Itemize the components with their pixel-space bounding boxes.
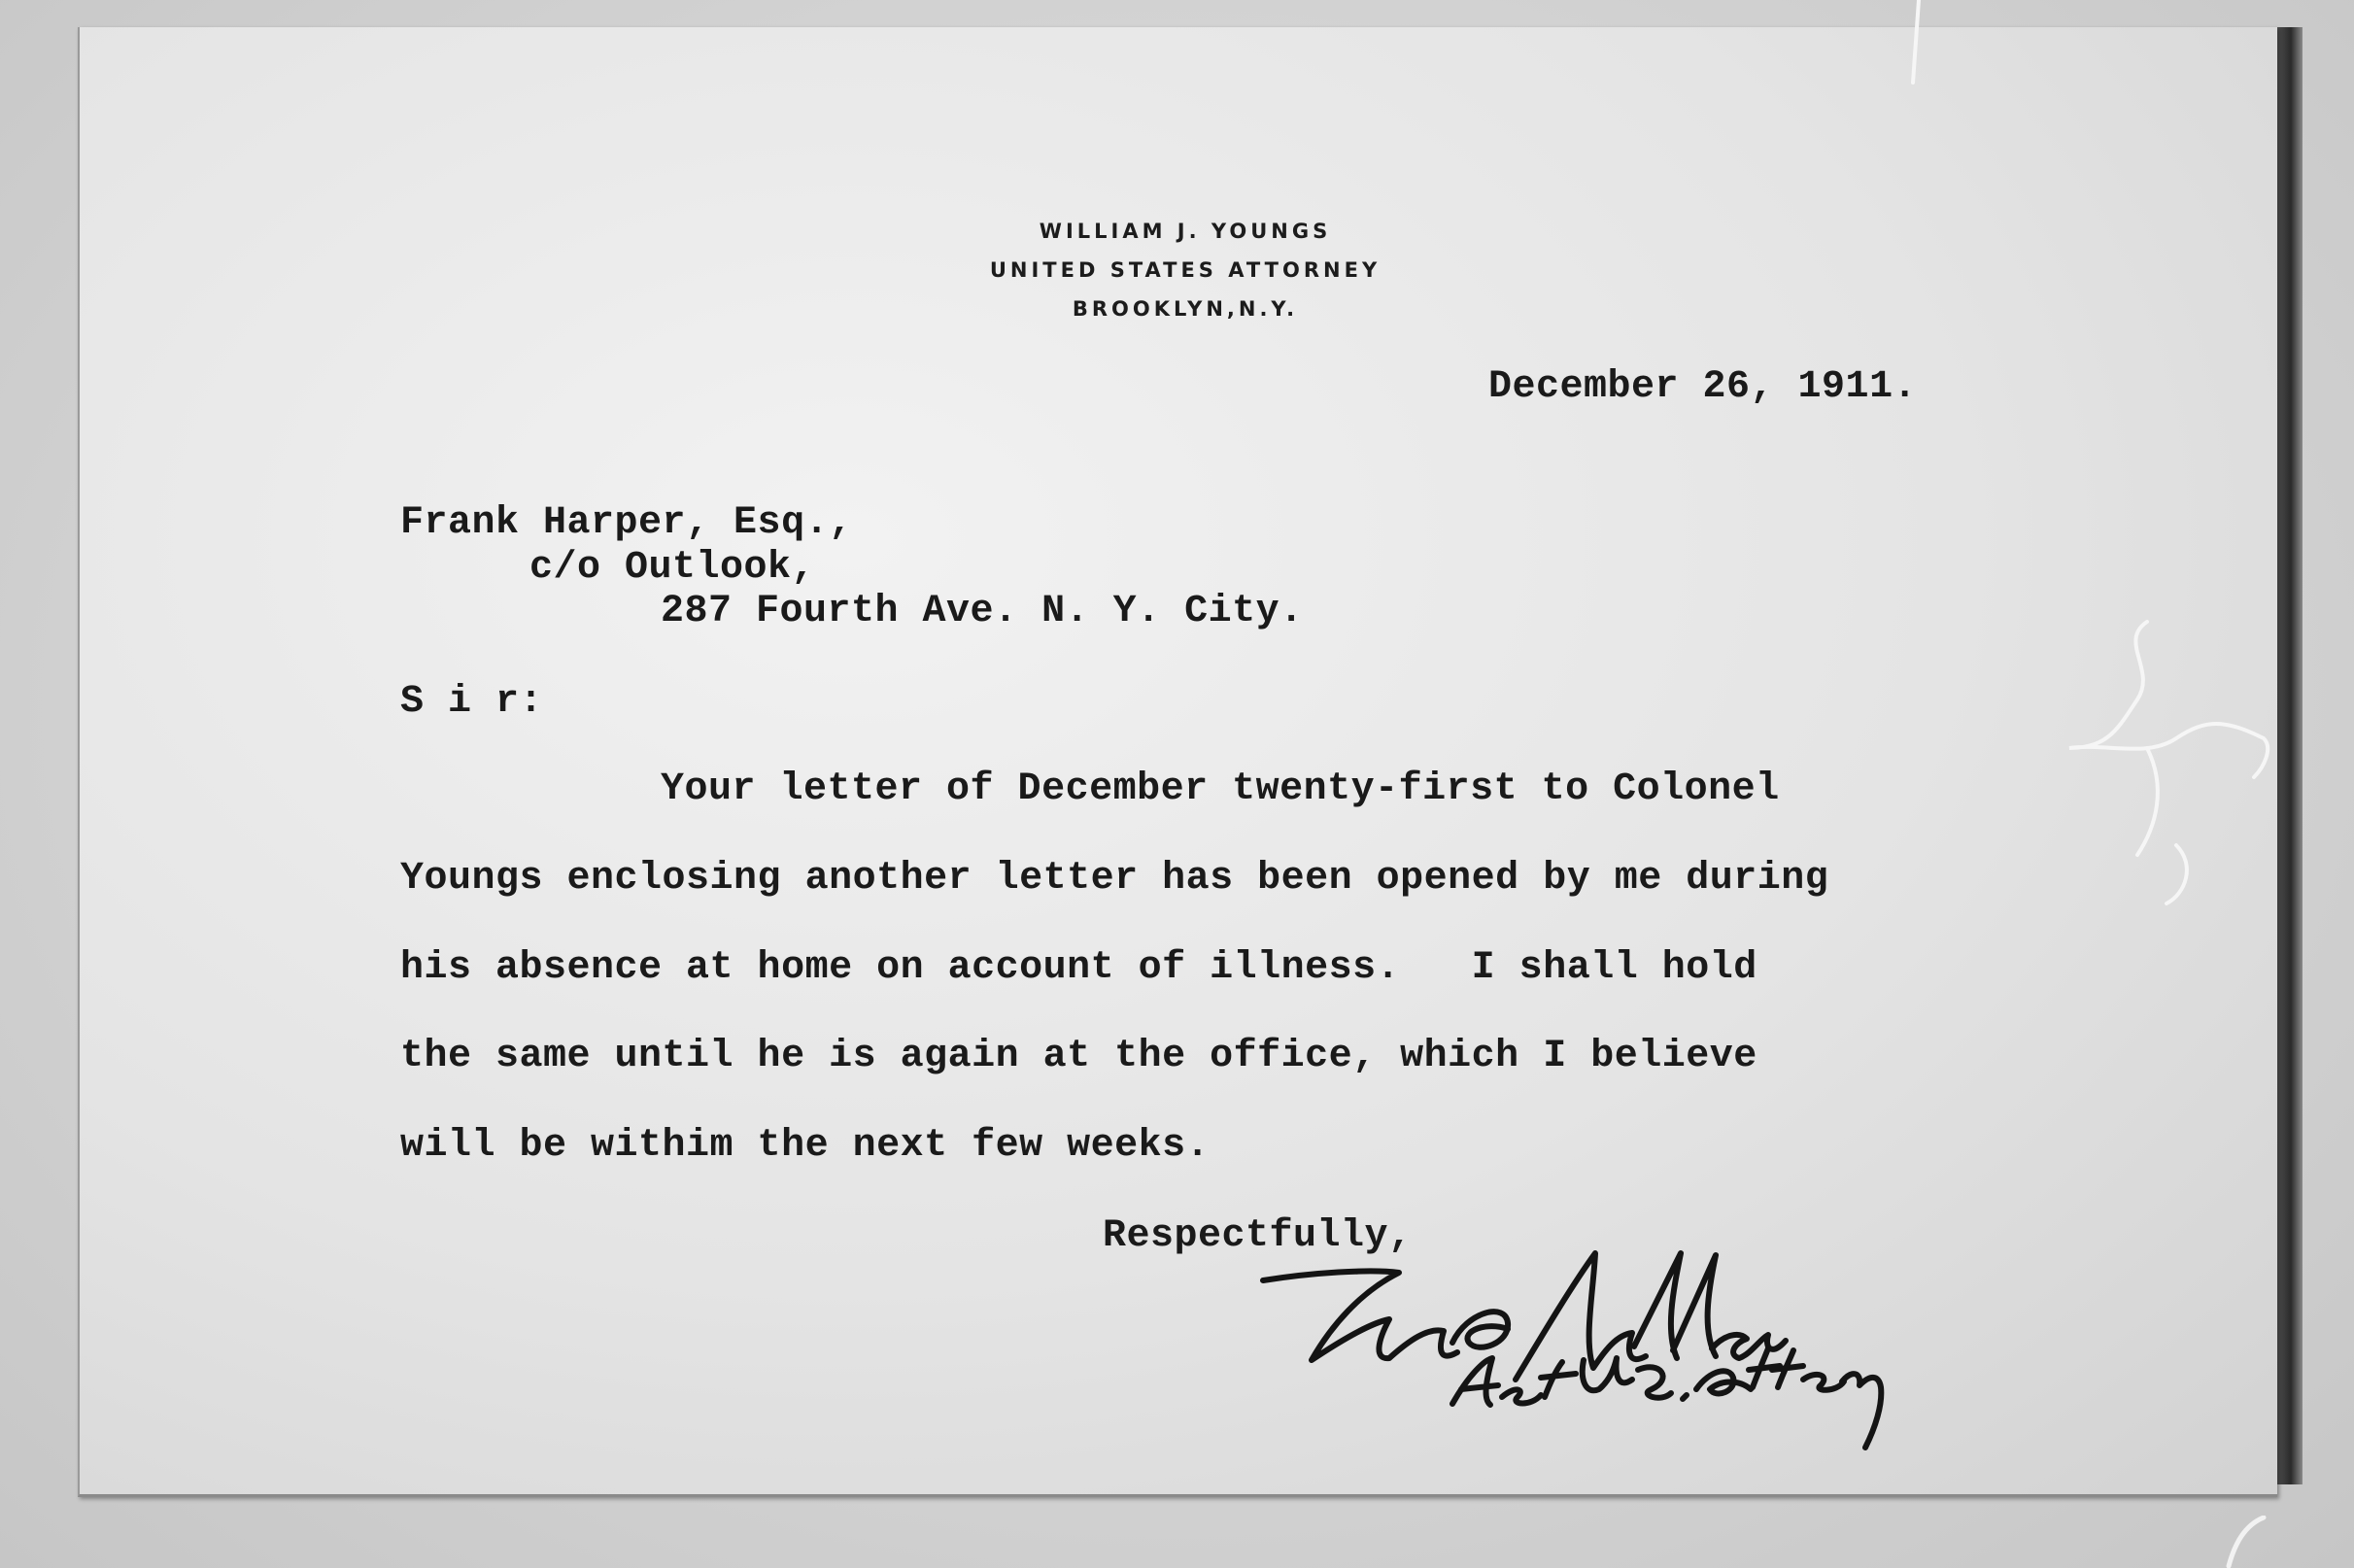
letterhead: [894, 212, 1477, 328]
white-scratch-marks: [2030, 602, 2303, 913]
white-scratch-mark: [1899, 0, 1938, 87]
handwritten-signature: [1253, 1234, 1894, 1457]
body-line: will be withim the next few weeks.: [400, 1124, 1211, 1168]
body-line: Youngs enclosing another letter has been opened by me during: [400, 857, 1829, 901]
body-line: Your letter of December twenty-first to Colonel: [661, 767, 1780, 811]
salutation: S i r:: [400, 680, 544, 724]
recipient-address: 287 Fourth Ave. N. Y. City.: [661, 590, 1304, 633]
white-scratch-mark: [2215, 1516, 2273, 1568]
recipient-name: Frank Harper, Esq.,: [400, 501, 853, 545]
letterhead-location: BROOKLYN,N.Y.: [1072, 297, 1299, 321]
letterhead-title: UNITED STATES ATTORNEY: [989, 258, 1382, 282]
letterhead-name: WILLIAM J. YOUNGS: [1039, 220, 1332, 243]
body-line: the same until he is again at the office, which I believe: [400, 1035, 1757, 1078]
recipient-care-of: c/o Outlook,: [529, 546, 816, 590]
body-line: his absence at home on account of illness. I shall hold: [400, 946, 1757, 990]
letter-date: December 26, 1911.: [1488, 365, 1918, 409]
closing: Respectfully,: [1103, 1214, 1413, 1258]
